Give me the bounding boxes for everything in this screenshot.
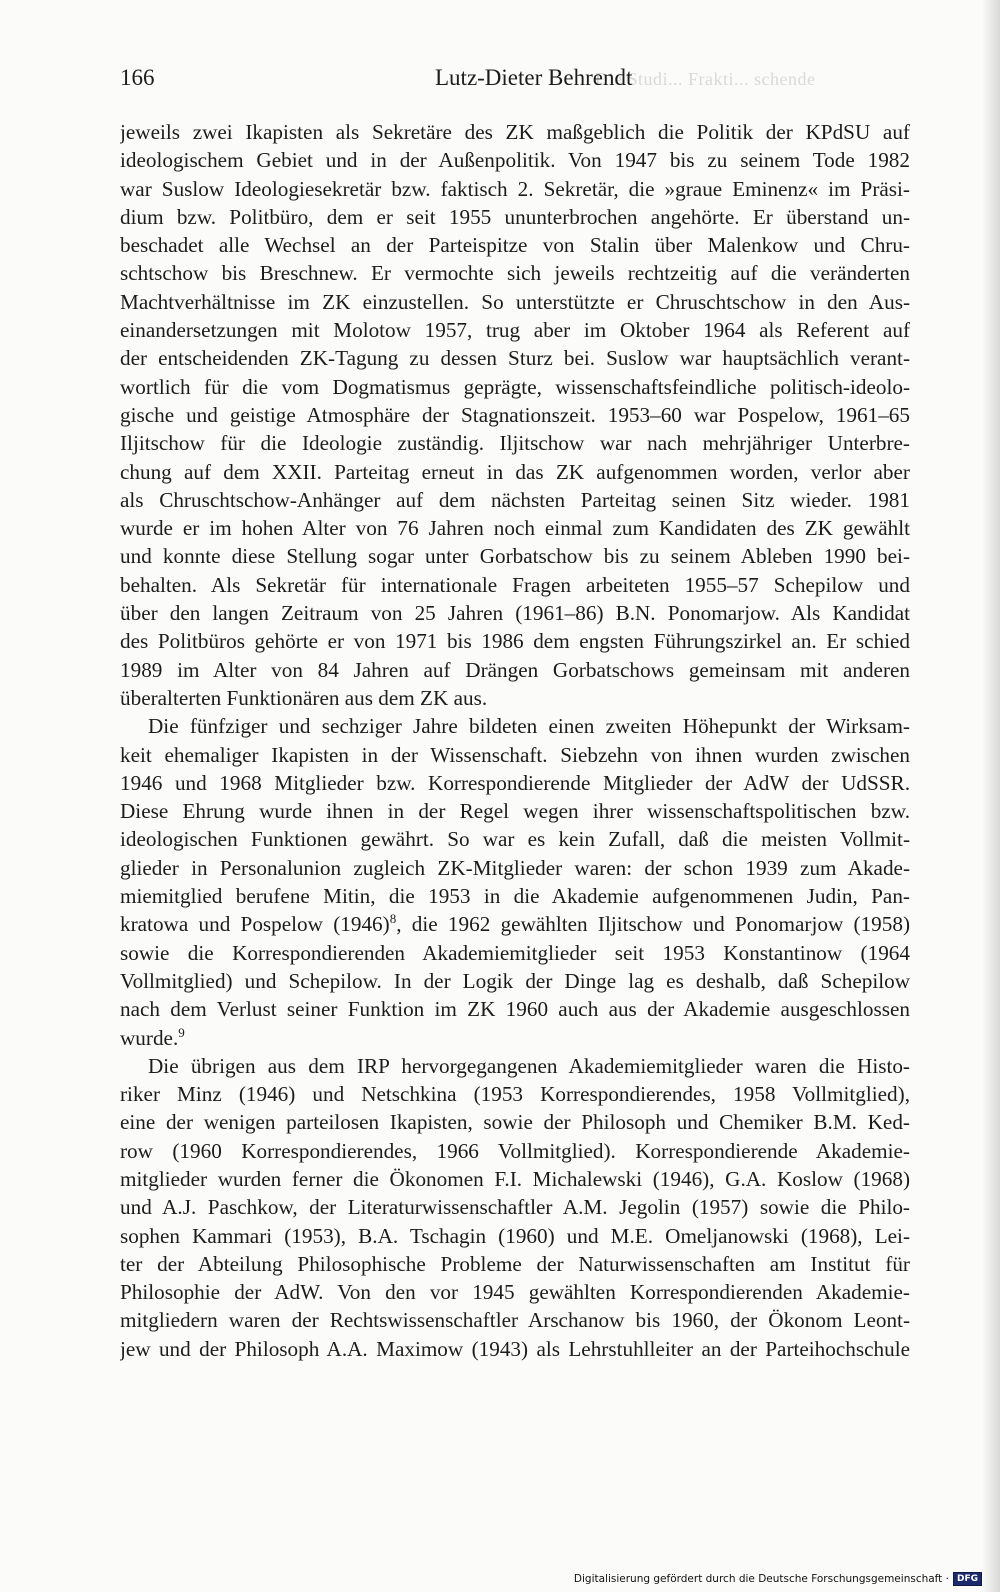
text-line: des Politbüros gehörte er von 1971 bis 1986 dem engsten Führungszirkel an. Er schied: [120, 629, 910, 654]
text-line: dium bzw. Politbüro, dem er seit 1955 ununterbrochen angehörte. Er überstand un-: [120, 204, 910, 229]
text-line: Die übrigen aus dem IRP hervorgegangenen Akademiemitglieder waren die Histo-: [148, 1053, 910, 1078]
footnote-reference-8[interactable]: 8: [389, 911, 397, 927]
body-text: [120, 118, 910, 1363]
running-head-author: Lutz-Dieter Behrendt: [435, 65, 633, 90]
text-line: keit ehemaliger Ikapisten in der Wissenschaft. Siebzehn von ihnen wurden zwischen: [120, 742, 910, 767]
text-line: miemitglied berufene Mitin, die 1953 in die Akademie aufgenommenen Judin, Pan-: [120, 884, 910, 909]
text-line: glieder in Personalunion zugleich ZK-Mitglieder waren: der schon 1939 zum Akade-: [120, 855, 910, 880]
text-line: Machtverhältnisse im ZK einzustellen. So unterstützte er Chruschtschow in den Aus-: [120, 289, 910, 314]
text-line: behalten. Als Sekretär für internationale Fragen arbeiteten 1955–57 Schepilow und: [120, 572, 910, 597]
text-line: sowie die Korrespondierenden Akademiemitglieder seit 1953 Konstantinow (1964: [120, 940, 910, 965]
bleed-through-text: Die Studi... Frakti... schende: [595, 69, 816, 89]
text-line: ideologischem Gebiet und in der Außenpolitik. Von 1947 bis zu seinem Tode 1982: [120, 148, 910, 173]
text-line: beschadet alle Wechsel an der Parteispitze von Stalin über Malenkow und Chru-: [120, 233, 910, 258]
text-line: row (1960 Korrespondierendes, 1966 Vollmitglied). Korrespondierende Akademie-: [120, 1138, 910, 1163]
text-line: 1989 im Alter von 84 Jahren auf Drängen Gorbatschows gemeinsam mit anderen: [120, 657, 910, 682]
text-line: war Suslow Ideologiesekretär bzw. faktisch 2. Sekretär, die »graue Eminenz« im Präsi-: [120, 176, 910, 201]
text-line: jeweils zwei Ikapisten als Sekretäre des ZK maßgeblich die Politik der KPdSU auf: [120, 120, 910, 144]
text-line: gische und geistige Atmosphäre der Stagnationszeit. 1953–60 war Pospelow, 1961–65: [120, 402, 910, 427]
text-line: nach dem Verlust seiner Funktion im ZK 1960 auch aus der Akademie ausgeschlossen: [120, 997, 910, 1022]
page-edge-shadow: [982, 0, 1000, 1592]
text-line: wortlich für die vom Dogmatismus geprägte, wissenschaftsfeindliche politisch-ideolo-: [120, 374, 910, 399]
page-header: [120, 62, 910, 98]
text-line-with-footnote: [120, 910, 910, 938]
text-line: Vollmitglied) und Schepilow. In der Logik der Dinge lag es deshalb, daß Schepilow: [120, 968, 910, 993]
text-line: Philosophie der AdW. Von den vor 1945 gewählten Korrespondierenden Akademie-: [120, 1280, 910, 1305]
text-line: schtschow bis Breschnew. Er vermochte sich jeweils rechtzeitig auf die veränderten: [120, 261, 910, 286]
text-line: und A.J. Paschkow, der Literaturwissenschaftler A.M. Jegolin (1957) sowie die Philo-: [120, 1195, 910, 1220]
text-segment: , die 1962 gewählten Iljitschow und Ponomarjow (1958): [396, 912, 910, 937]
footnote-reference-9[interactable]: 9: [178, 1024, 185, 1040]
page-number: 166: [120, 65, 155, 90]
text-line: Iljitschow für die Ideologie zuständig. Iljitschow war nach mehrjähriger Unterbre-: [120, 431, 910, 456]
text-segment: kratowa und Pospelow (1946): [120, 912, 390, 937]
text-line: über den langen Zeitraum von 25 Jahren (1961–86) B.N. Ponomarjow. Als Kandidat: [120, 601, 910, 626]
text-line: riker Minz (1946) und Netschkina (1953 Korrespondierendes, 1958 Vollmitglied),: [120, 1082, 910, 1107]
text-line: Diese Ehrung wurde ihnen in der Regel wegen ihrer wissenschaftspolitischen bzw.: [120, 799, 910, 824]
text-line: mitgliedern waren der Rechtswissenschaftler Arschanow bis 1960, der Ökonom Leont-: [120, 1308, 910, 1333]
digitization-footer: [574, 1570, 982, 1588]
text-line-with-footnote: [120, 1024, 910, 1052]
text-line: einandersetzungen mit Molotow 1957, trug aber im Oktober 1964 als Referent auf: [120, 318, 910, 343]
text-line: ter der Abteilung Philosophische Probleme der Naturwissenschaften am Institut für: [120, 1251, 910, 1276]
text-line: chung auf dem XXII. Parteitag erneut in das ZK aufgenommen worden, verlor aber: [120, 459, 910, 484]
text-line: mitglieder wurden ferner die Ökonomen F.I. Michalewski (1946), G.A. Koslow (1968): [120, 1166, 910, 1191]
text-line: und konnte diese Stellung sogar unter Gorbatschow bis zu seinem Ableben 1990 bei-: [120, 544, 910, 569]
text-line: überalterten Funktionären aus dem ZK aus.: [120, 685, 488, 710]
text-line: eine der wenigen parteilosen Ikapisten, sowie der Philosoph und Chemiker B.M. Ked-: [120, 1110, 910, 1135]
text-line: der entscheidenden ZK-Tagung zu dessen Sturz bei. Suslow war hauptsächlich verant-: [120, 346, 910, 371]
text-line: sophen Kammari (1953), B.A. Tschagin (1960) und M.E. Omeljanowski (1968), Lei-: [120, 1223, 910, 1248]
dfg-logo: DFG: [953, 1572, 982, 1586]
text-segment: wurde.: [120, 1025, 179, 1050]
text-line: Die fünfziger und sechziger Jahre bildeten einen zweiten Höhepunkt der Wirksam-: [148, 714, 910, 739]
text-line: jew und der Philosoph A.A. Maximow (1943) als Lehrstuhlleiter an der Parteihochschule: [120, 1336, 910, 1361]
text-line: als Chruschtschow-Anhänger auf dem nächsten Parteitag seinen Sitz wieder. 1981: [120, 487, 910, 512]
text-line: wurde er im hohen Alter von 76 Jahren noch einmal zum Kandidaten des ZK gewählt: [120, 516, 910, 541]
digitization-credit: Digitalisierung gefördert durch die Deutsche Forschungsgemeinschaft ·: [573, 1573, 949, 1585]
text-line: 1946 und 1968 Mitglieder bzw. Korrespondierende Mitglieder der AdW der UdSSR.: [120, 770, 910, 795]
text-line: ideologischen Funktionen gewährt. So war es kein Zufall, daß die meisten Vollmit-: [120, 827, 910, 852]
